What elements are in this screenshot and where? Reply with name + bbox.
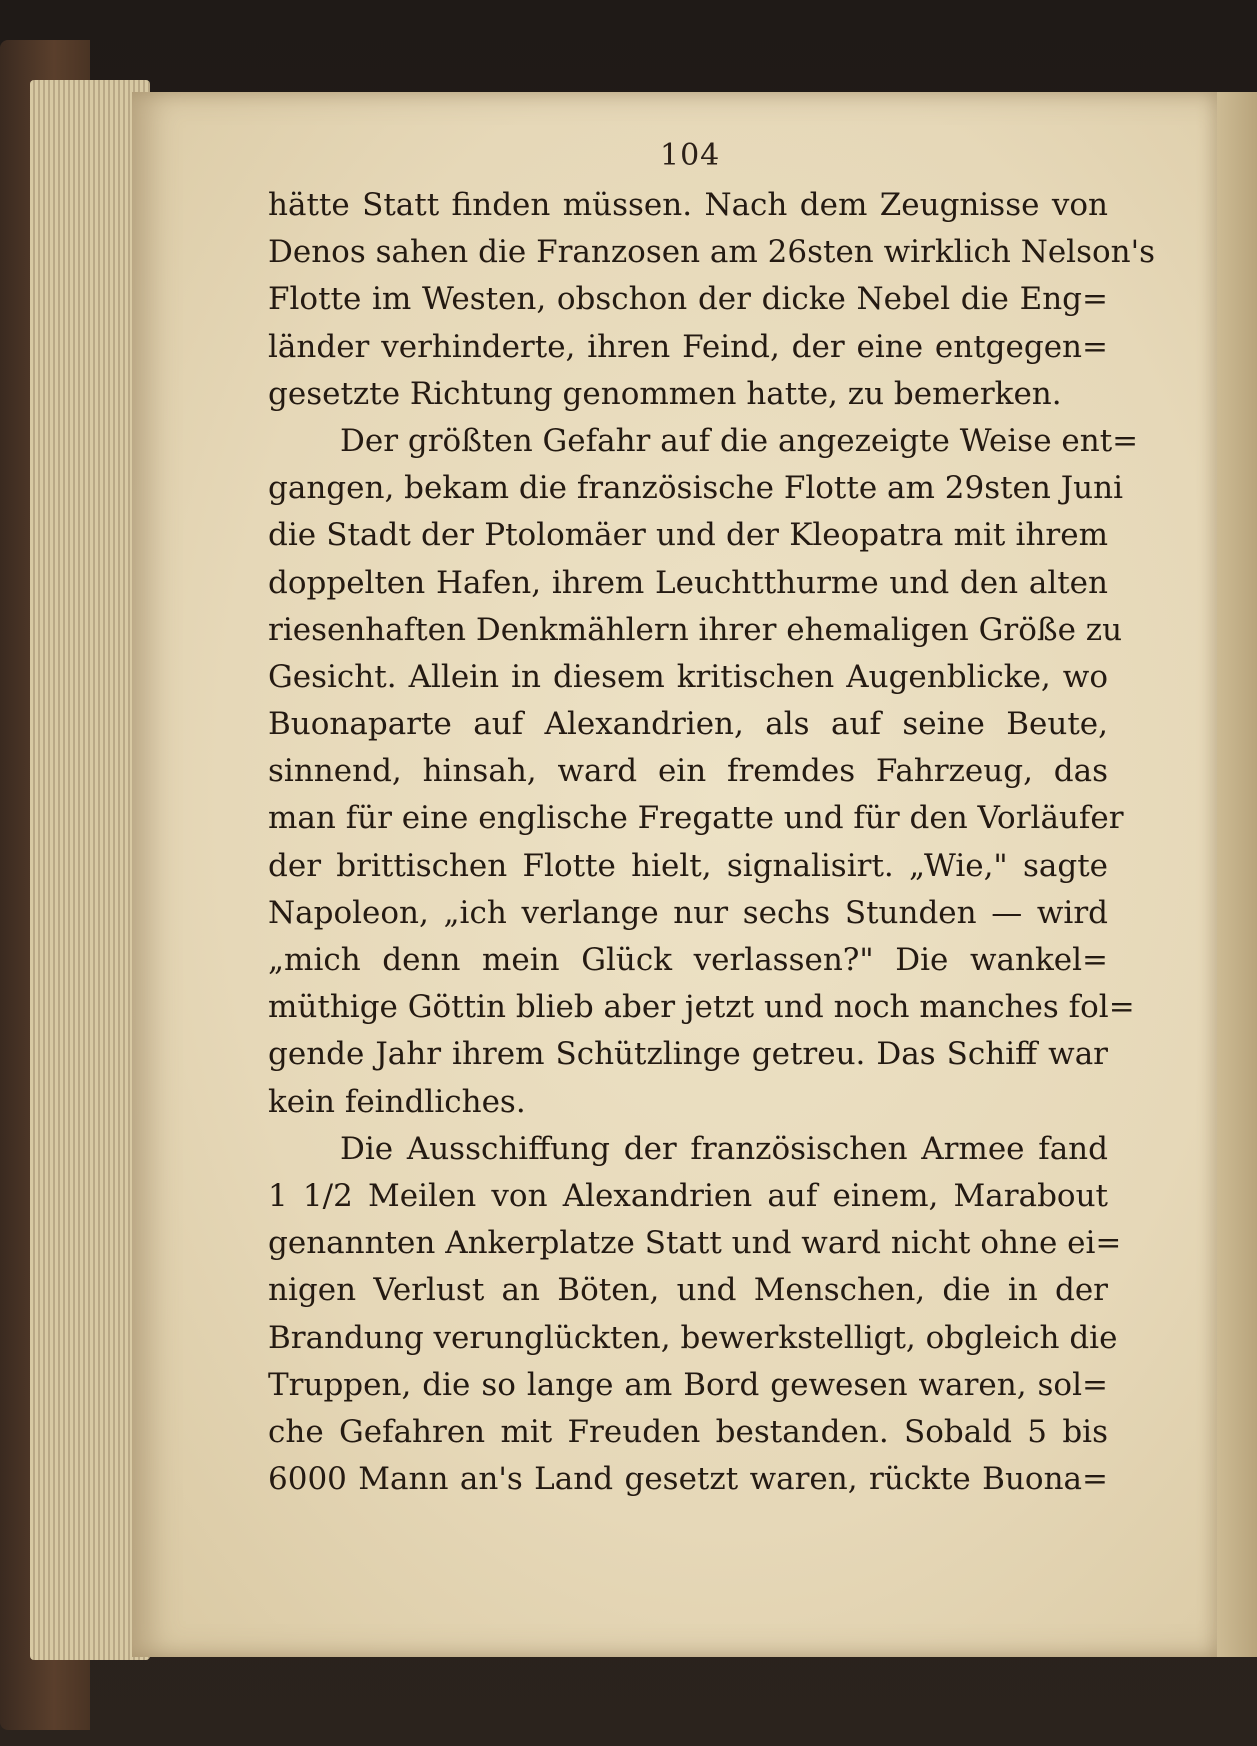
page-right-edge — [1217, 92, 1257, 1657]
text-line: müthige Göttin blieb aber jetzt und noch manches fol= — [268, 989, 1135, 1026]
text-line: sinnend, hinsah, ward ein fremdes Fahrzeug, das — [268, 753, 1108, 790]
text-line: nigen Verlust an Böten, und Menschen, die in der — [268, 1272, 1108, 1309]
text-line: der brittischen Flotte hielt, signalisirt. „Wie," sagte — [268, 847, 1108, 884]
text-line: gende Jahr ihrem Schützlinge getreu. Das Schiff war — [268, 1036, 1108, 1073]
text-line: die Stadt der Ptolomäer und der Kleopatra mit ihrem — [268, 517, 1108, 554]
text-line: hätte Statt finden müssen. Nach dem Zeugnisse von — [268, 187, 1108, 223]
text-line: 6000 Mann an's Land gesetzt waren, rückte Buona= — [268, 1461, 1108, 1498]
text-line: Flotte im Westen, obschon der dicke Nebel die Eng= — [268, 281, 1108, 318]
text-line: Gesicht. Allein in diesem kritischen Augenblicke, wo — [268, 658, 1108, 695]
text-line: 1 1/2 Meilen von Alexandrien auf einem, Marabout — [268, 1177, 1108, 1214]
text-line: riesenhaften Denkmählern ihrer ehemaligen Größe zu — [268, 611, 1123, 648]
body-text — [268, 182, 1156, 1503]
text-line: länder verhinderte, ihren Feind, der eine entgegen= — [268, 328, 1108, 365]
text-line: Brandung verunglückten, bewerkstelligt, obgleich die — [268, 1319, 1118, 1356]
text-line: doppelten Hafen, ihrem Leuchtthurme und den alten — [268, 564, 1108, 601]
text-line: Die Ausschiffung der französischen Armee fand — [340, 1130, 1108, 1167]
text-line: kein feindliches. — [268, 1083, 526, 1120]
text-line: gangen, bekam die französische Flotte am 29sten Juni — [268, 470, 1123, 507]
text-line: Buonaparte auf Alexandrien, als auf seine Beute, — [268, 706, 1108, 743]
text-line: Truppen, die so lange am Bord gewesen waren, sol= — [268, 1366, 1108, 1403]
page-number: 104 — [660, 138, 721, 173]
text-line: man für eine englische Fregatte und für den Vorläufer — [268, 800, 1124, 837]
text-line: che Gefahren mit Freuden bestanden. Sobald 5 bis — [268, 1413, 1108, 1450]
text-line: Der größten Gefahr auf die angezeigte Weise ent= — [340, 422, 1139, 459]
text-line: „mich denn mein Glück verlassen?" Die wankel= — [268, 942, 1108, 978]
text-line: Napoleon, „ich verlange nur sechs Stunden — wird — [268, 894, 1108, 931]
text-line: gesetzte Richtung genommen hatte, zu bemerken. — [268, 375, 1062, 412]
text-line: genannten Ankerplatze Statt und ward nicht ohne ei= — [268, 1225, 1122, 1262]
text-line: Denos sahen die Franzosen am 26sten wirklich Nelson's — [268, 234, 1156, 271]
